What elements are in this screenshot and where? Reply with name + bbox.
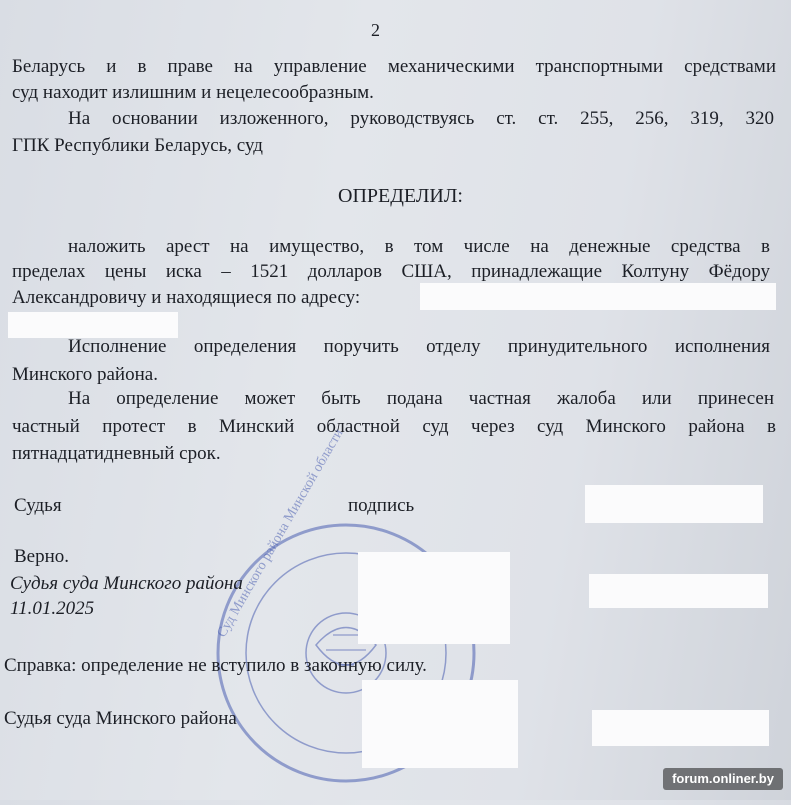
page-number: 2	[371, 20, 380, 40]
paragraph-line: Александровичу и находящиеся по адресу:	[12, 287, 361, 308]
paragraph-line: частный протест в Минский областной суд через суд Минского района в	[12, 416, 776, 437]
court-judge-label-2: Судья суда Минского района	[4, 708, 237, 729]
redacted-signature	[362, 680, 518, 768]
redacted-name	[589, 574, 768, 608]
paragraph-line: На определение может быть подана частная жалоба или принесен	[68, 388, 774, 409]
paragraph-line: ГПК Республики Беларусь, суд	[12, 135, 263, 156]
paragraph-line: Беларусь и в праве на управление механическими транспортными средствами	[12, 56, 776, 77]
paragraph-line: суд находит излишним и нецелесообразным.	[12, 82, 374, 103]
court-judge-label: Судья суда Минского района	[10, 573, 243, 594]
paragraph-line: Исполнение определения поручить отделу принудительного исполнения	[68, 336, 770, 357]
signature-label: подпись	[348, 495, 415, 516]
paragraph-line: пределах цены иска – 1521 долларов США, принадлежащие Колтуну Фёдору	[12, 261, 770, 282]
paragraph-line: На основании изложенного, руководствуясь ст. ст. 255, 256, 319, 320	[68, 108, 774, 129]
paragraph-line: наложить арест на имущество, в том числе на денежные средства в	[68, 236, 770, 257]
redacted-judge-name	[585, 485, 763, 523]
paragraph-line: пятнадцатидневный срок.	[12, 443, 221, 464]
date: 11.01.2025	[10, 598, 95, 619]
redacted-name	[592, 710, 769, 746]
legal-force-note: Справка: определение не вступило в законную силу.	[4, 655, 427, 676]
judge-label: Судья	[14, 495, 62, 516]
paragraph-line: Минского района.	[12, 364, 158, 385]
watermark: forum.onliner.by	[663, 768, 783, 790]
redacted-address	[420, 283, 776, 310]
ruling-heading: ОПРЕДЕЛИЛ:	[338, 185, 463, 207]
redacted-signature	[358, 552, 510, 644]
stamp-ring-text: Суд Минского района Минской области	[214, 426, 347, 641]
redacted-address	[8, 312, 178, 338]
verified-label: Верно.	[14, 546, 70, 567]
